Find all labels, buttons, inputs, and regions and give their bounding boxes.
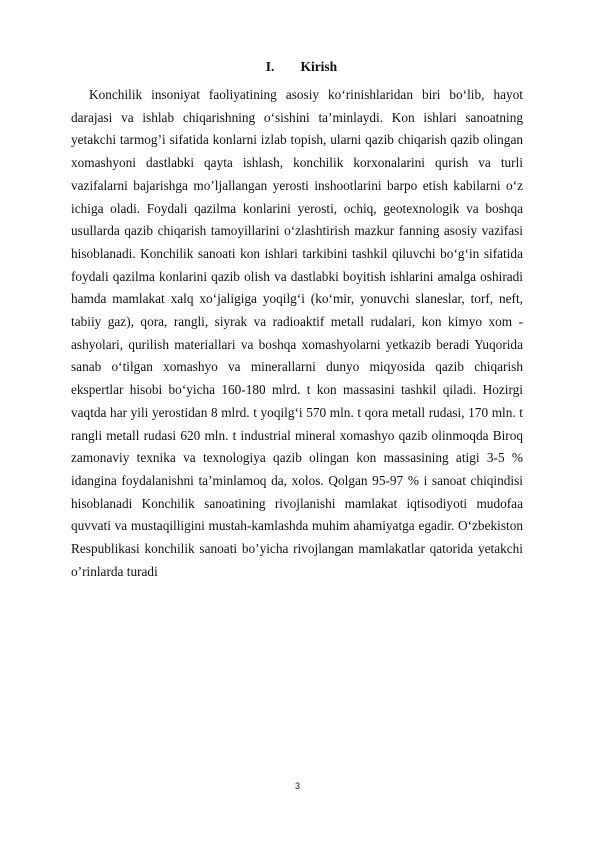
section-title: Kirish (300, 59, 338, 74)
body-paragraph: Konchilik insoniyat faoliyatining asosiy koʻrinishlaridan biri boʻlib, hayot darajasi va ishlab chiqarishning oʻsishini ta’minlaydi. Kon ishlari sanoatning yetakchi tarmog’i sifatida konlarni izlab topish, ularni qazib chiqarish qazib olingan xomashyoni dastlabki qayta ishlash, konchilik korxonalarini qurish va turli vazifalarni bajarishga mo’ljallangan yerosti inshootlarini barpo etish kabilarni oʻz ichiga oladi. Foydali qazilma konlarini yerosti, ochiq, geotexnologik va boshqa usullarda qazib chiqarish tamoyillarini oʻzlashtirish mazkur fanning asosiy vazifasi hisoblanadi. Konchilik sanoati kon ishlari tarkibini tashkil qiluvchi boʻgʻin sifatida foydali qazilma konlarini qazib olish va dastlabki boyitish ishlarini amalga oshiradi hamda mamlakat xalq xoʻjaligiga yoqilgʻi (koʻmir, yonuvchi slaneslar, torf, neft, tabiiy gaz), qora, rangli, siyrak va radioaktif metall rudalari, kon kimyo xom - ashyolari, qurilish materiallari va boshqa xomashyolarni yetkazib beradi Yuqorida sanab oʻtilgan xomashyo va minerallarni dunyo miqyosida qazib chiqarish ekspertlar hisobi boʻyicha 160-180 mlrd. t kon massasini tashkil qiladi. Hozirgi vaqtda har yili yerostidan 8 mlrd. t yoqilgʻi 570 mln. t qora metall rudasi, 170 mln. t rangli metall rudasi 620 mln. t industrial mineral xomashyo qazib olinmoqda Biroq zamonaviy texnika va texnologiya qazib olingan kon massasining atigi 3-5 % idangina foydalanishni ta’minlamoq da, xolos. Qolgan 95-97 % i sanoat chiqindisi hisoblanadi Konchilik sanoatining rivojlanishi mamlakat iqtisodiyoti mudofaa quvvati va mustaqilligini mustah-kamlashda muhim ahamiyatga egadir. Oʻzbekiston Respublikasi konchilik sanoati bo’yicha rivojlangan mamlakatlar qatorida yetakchi o’rinlarda turadi (71, 87, 523, 579)
section-heading (0, 57, 595, 77)
page-number: 3 (294, 781, 300, 791)
section-number: I. (265, 59, 275, 74)
